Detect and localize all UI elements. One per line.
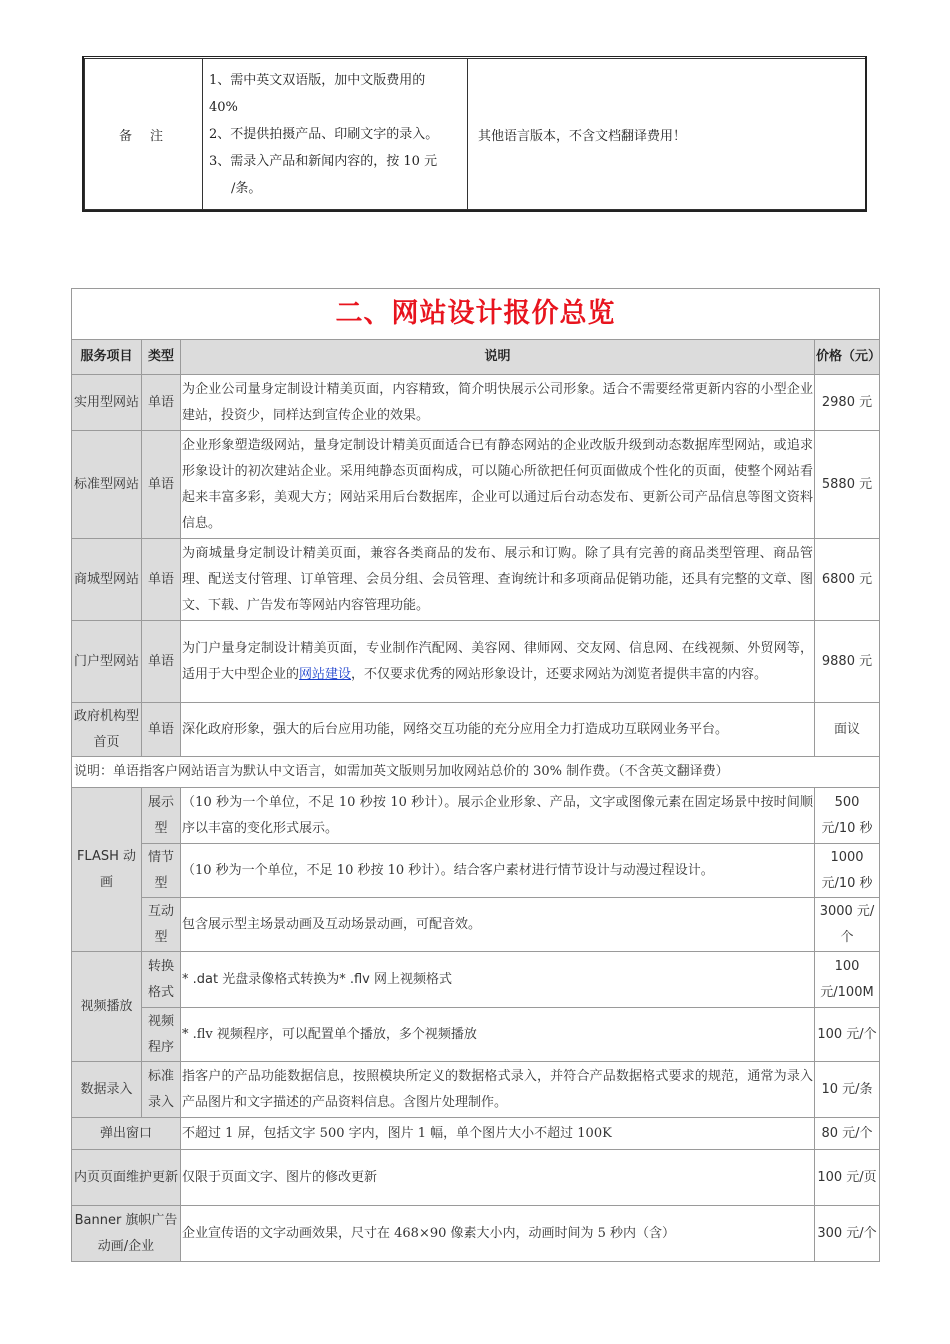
table-row — [72, 375, 880, 431]
flash-desc: 包含展示型主场景动画及互动场景动画，可配音效。 — [181, 898, 815, 952]
service-desc: 为商城量身定制设计精美页面，兼容各类商品的发布、展示和订购。除了具有完善的商品类型管理、商品管理、配送支付管理、订单管理、会员分组、会员管理、查询统计和多项商品促销功能，还具有完整的文章、图文、下载、广告发布等网站内容管理功能。 — [181, 539, 815, 621]
table-row — [72, 621, 880, 703]
flash-name: FLASH 动画 — [72, 788, 142, 952]
section-title: 二、网站设计报价总览 — [72, 289, 880, 340]
maintenance-name: 内页页面维护更新 — [72, 1150, 181, 1206]
service-price: 面议 — [815, 703, 880, 757]
table-row — [72, 1008, 880, 1062]
maintenance-desc: 仅限于页面文字、图片的修改更新 — [181, 1150, 815, 1206]
video-desc: * .dat 光盘录像格式转换为* .flv 网上视频格式 — [181, 952, 815, 1008]
popup-name: 弹出窗口 — [72, 1118, 181, 1150]
remark-item: 2、不提供拍摄产品、印刷文字的录入。 — [209, 126, 439, 142]
remark-item: 3、需录入产品和新闻内容的，按 10 元 — [209, 153, 438, 169]
flash-desc: （10 秒为一个单位，不足 10 秒按 10 秒计）。展示企业形象、产品，文字或图像元素在固定场景中按时间顺序以丰富的变化形式展示。 — [181, 788, 815, 844]
flash-price: 500 元/10 秒 — [815, 788, 880, 844]
service-name: 标准型网站 — [72, 431, 142, 539]
remark-item: /条。 — [231, 180, 262, 196]
service-type: 单语 — [142, 375, 181, 431]
maintenance-price: 100 元/页 — [815, 1150, 880, 1206]
service-price: 9880 元 — [815, 621, 880, 703]
flash-price: 3000 元/个 — [815, 898, 880, 952]
service-desc: 企业形象塑造级网站，量身定制设计精美页面适合已有静态网站的企业改版升级到动态数据库型网站，或追求形象设计的初次建站企业。采用纯静态页面构成，可以随心所欲把任何页面做成个性化的页面，使整个网站看起来丰富多彩，美观大方；网站采用后台数据库，企业可以通过后台动态发布、更新公司产品信息等图文资料信息。 — [181, 431, 815, 539]
table-row — [72, 539, 880, 621]
flash-type: 情节型 — [142, 844, 181, 898]
service-desc: 深化政府形象，强大的后台应用功能，网络交互功能的充分应用全力打造成功互联网业务平台。 — [181, 703, 815, 757]
remark-item: 1、需中英文双语版，加中文版费用的 — [209, 72, 426, 88]
video-type: 转换格式 — [142, 952, 181, 1008]
banner-desc: 企业宣传语的文字动画效果，尺寸在 468×90 像素大小内，动画时间为 5 秒内（含） — [181, 1206, 815, 1262]
header-desc: 说明 — [181, 340, 815, 375]
flash-type: 互动型 — [142, 898, 181, 952]
service-price: 5880 元 — [815, 431, 880, 539]
remarks-label: 备注 — [85, 59, 203, 210]
price-overview-table — [71, 288, 880, 1262]
service-type: 单语 — [142, 621, 181, 703]
data-entry-name: 数据录入 — [72, 1062, 142, 1118]
desc-text: ，不仅要求优秀的网站形象设计，还要求网站为浏览者提供丰富的内容。 — [351, 666, 768, 682]
flash-type: 展示型 — [142, 788, 181, 844]
data-entry-type: 标准录入 — [142, 1062, 181, 1118]
service-name: 门户型网站 — [72, 621, 142, 703]
data-entry-desc: 指客户的产品功能数据信息，按照模块所定义的数据格式录入，并符合产品数据格式要求的规范，通常为录入产品图片和文字描述的产品资料信息。含图片处理制作。 — [181, 1062, 815, 1118]
service-type: 单语 — [142, 431, 181, 539]
popup-desc: 不超过 1 屏，包括文字 500 字内，图片 1 幅，单个图片大小不超过 100K — [181, 1118, 815, 1150]
banner-name: Banner 旗帜广告动画/企业 — [72, 1206, 181, 1262]
table-row — [72, 1150, 880, 1206]
table-row — [72, 1118, 880, 1150]
remarks-table — [84, 58, 867, 210]
video-price: 100 元/100M — [815, 952, 880, 1008]
header-price: 价格（元） — [815, 340, 880, 375]
header-item: 服务项目 — [72, 340, 142, 375]
table-row — [72, 1062, 880, 1118]
language-note: 说明：单语指客户网站语言为默认中文语言，如需加英文版则另加收网站总价的 30% 制作费。（不含英文翻译费） — [72, 757, 880, 788]
website-build-link[interactable]: 网站建设 — [299, 666, 352, 682]
table-row — [72, 1206, 880, 1262]
remark-item: 40% — [209, 99, 238, 115]
table-row — [72, 898, 880, 952]
table-row — [72, 844, 880, 898]
remarks-other: 其他语言版本，不含文档翻译费用！ — [468, 59, 867, 210]
service-desc: 为企业公司量身定制设计精美页面，内容精致，简介明快展示公司形象。适合不需要经常更新内容的小型企业建站，投资少，同样达到宣传企业的效果。 — [181, 375, 815, 431]
popup-price: 80 元/个 — [815, 1118, 880, 1150]
table-row — [72, 788, 880, 844]
video-desc: * .flv 视频程序，可以配置单个播放，多个视频播放 — [181, 1008, 815, 1062]
flash-desc: （10 秒为一个单位，不足 10 秒按 10 秒计）。结合客户素材进行情节设计与动漫过程设计。 — [181, 844, 815, 898]
service-type: 单语 — [142, 703, 181, 757]
table-row — [72, 952, 880, 1008]
desc-text: 为门户量身定制设计精美页面，专业制作汽配网、美容网、律师网、交友网、信息网、在线视频、外贸网等， 适用于大中型企业的 — [182, 640, 813, 682]
service-desc — [181, 621, 815, 703]
service-type: 单语 — [142, 539, 181, 621]
service-name: 政府机构型首页 — [72, 703, 142, 757]
table-row — [72, 431, 880, 539]
video-name: 视频播放 — [72, 952, 142, 1062]
header-type: 类型 — [142, 340, 181, 375]
service-name: 实用型网站 — [72, 375, 142, 431]
video-price: 100 元/个 — [815, 1008, 880, 1062]
service-price: 2980 元 — [815, 375, 880, 431]
flash-price: 1000 元/10 秒 — [815, 844, 880, 898]
service-price: 6800 元 — [815, 539, 880, 621]
data-entry-price: 10 元/条 — [815, 1062, 880, 1118]
remarks-items — [203, 59, 468, 210]
table-row — [72, 703, 880, 757]
service-name: 商城型网站 — [72, 539, 142, 621]
video-type: 视频程序 — [142, 1008, 181, 1062]
banner-price: 300 元/个 — [815, 1206, 880, 1262]
